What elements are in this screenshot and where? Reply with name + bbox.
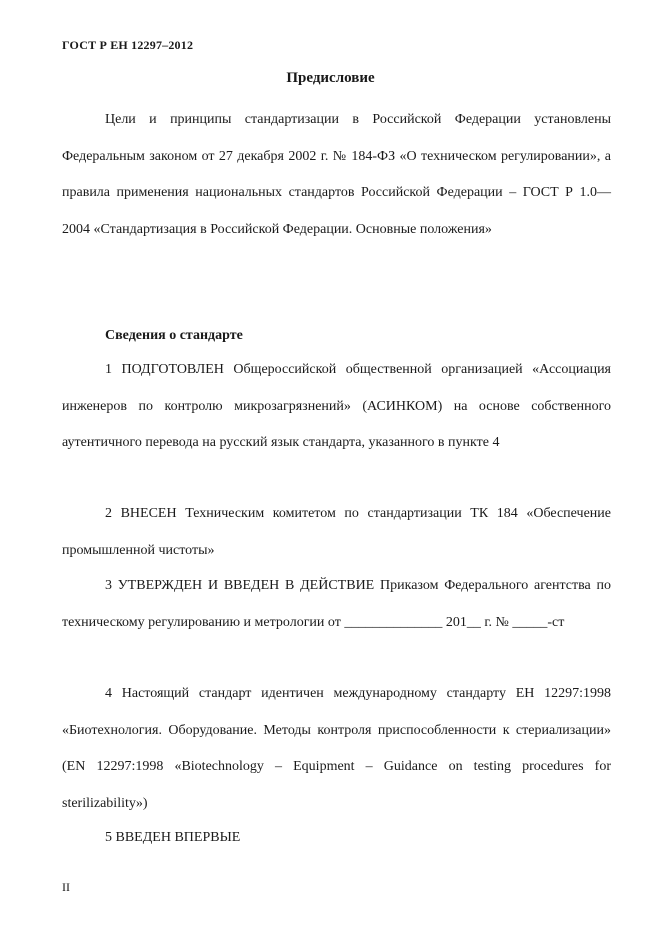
item-3-paragraph: 3 УТВЕРЖДЕН И ВВЕДЕН В ДЕЙСТВИЕ Приказом Федерального агентства по техническому регулированию и метрологии от ______________ 201__ г. № _____-ст (62, 578, 611, 630)
document-code: ГОСТ Р ЕН 12297–2012 (62, 38, 194, 52)
page-title: Предисловие (286, 70, 375, 86)
page-number: II (62, 880, 70, 894)
section-heading: Сведения о стандарте (105, 328, 243, 343)
item-1-paragraph: 1 ПОДГОТОВЛЕН Общероссийской общественной организацией «Ассоциация инженеров по контролю микрозагрязнений» (АСИНКОМ) на основе собственного аутентичного перевода на русский язык стандарта, указанного в пункте 4 (62, 362, 611, 451)
item-5-paragraph: 5 ВВЕДЕН ВПЕРВЫЕ (105, 830, 241, 845)
item-2-paragraph: 2 ВНЕСЕН Техническим комитетом по стандартизации ТК 184 «Обеспечение промышленной чистоты» (62, 506, 611, 558)
intro-paragraph: Цели и принципы стандартизации в Российской Федерации установлены Федеральным законом от 27 декабря 2002 г. № 184-ФЗ «О техническом регулировании», а правила применения национальных стандартов Российской Федерации – ГОСТ Р 1.0—2004 «Стандартизация в Российской Федерации. Основные положения» (62, 112, 611, 238)
item-4-paragraph: 4 Настоящий стандарт идентичен международному стандарту ЕН 12297:1998 «Биотехнология. Оборудование. Методы контроля приспособленности к стериализации» (EN 12297:1998 «Biotechnology – Equipment – Guidance on testing procedures for sterilizability») (62, 686, 611, 812)
